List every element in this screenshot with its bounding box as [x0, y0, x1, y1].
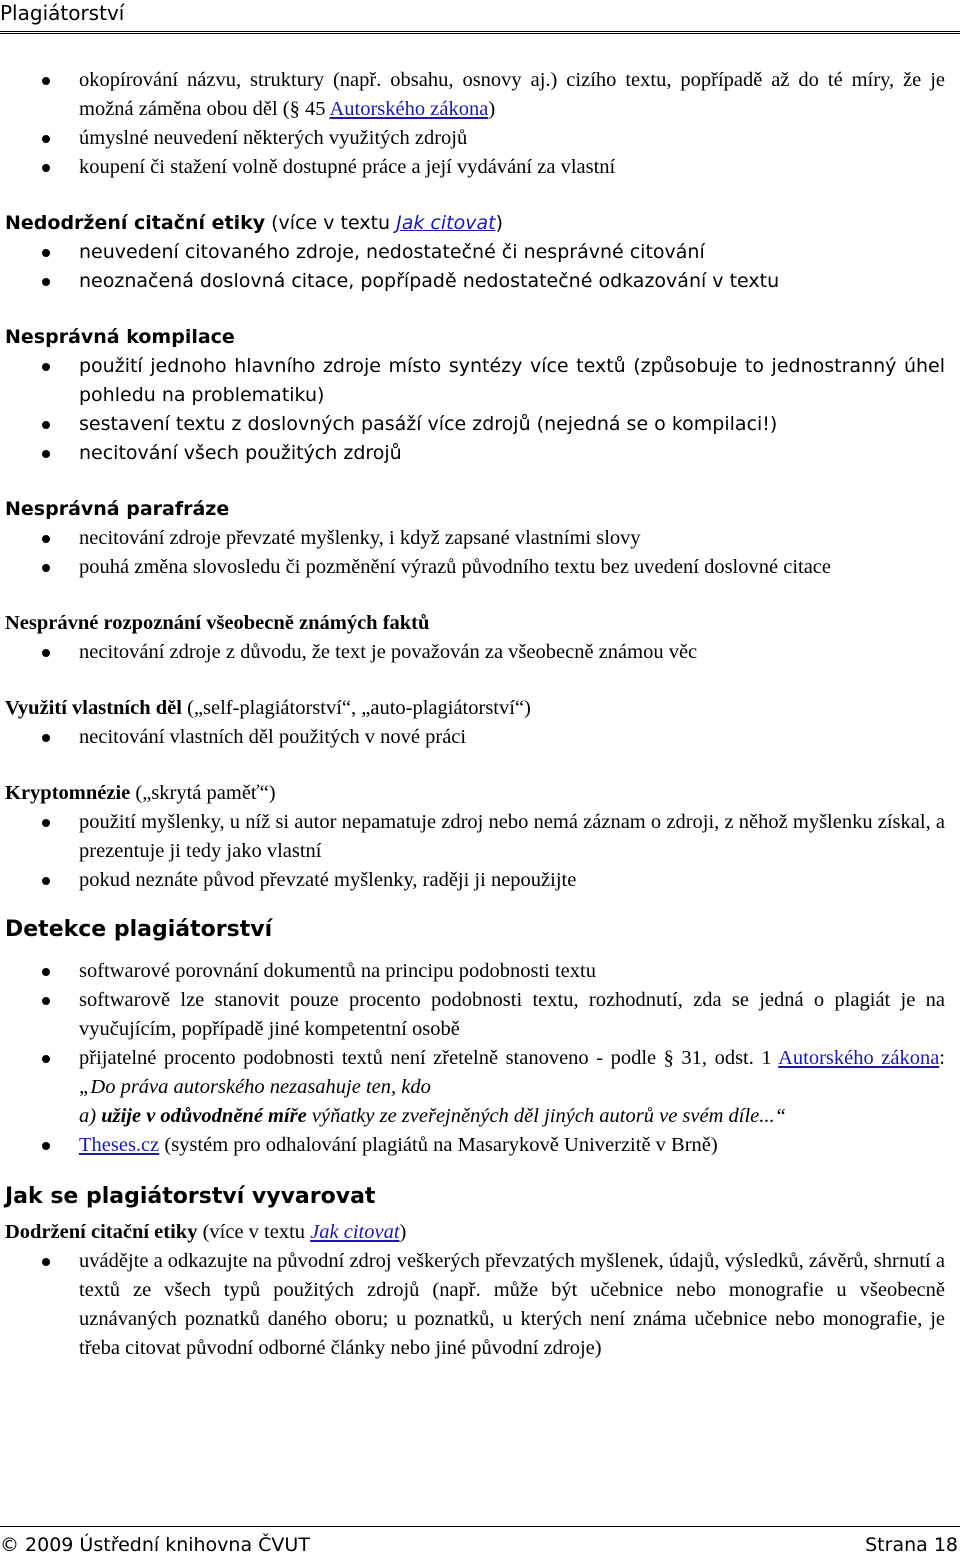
- list-item: úmyslné neuvedení některých využitých zdrojů: [5, 124, 945, 153]
- list-item: necitování zdroje převzaté myšlenky, i když zapsané vlastními slovy: [5, 524, 945, 553]
- item-text: okopírování názvu, struktury (např. obsahu, osnovy aj.) cizího textu, popřípadě až do té míry, že je možná záměna obou děl (§ 45: [79, 69, 945, 120]
- vyvarovat-list: [5, 1247, 945, 1363]
- list-item: uvádějte a odkazujte na původní zdroj veškerých převzatých myšlenek, údajů, výsledků, závěrů, shrnutí a textů ze všech typů použitých zdrojů (např. může být učebnice nebo monografie u všeobecně uznávaných poznatků daného oboru; u poznatků, u kterých není známa učebnice nebo monografie, je třeba citovat původní odborné články nebo jiné původní zdroje): [5, 1247, 945, 1363]
- section-note: („skrytá paměť“): [130, 782, 276, 804]
- section-title: Využití vlastních děl: [5, 697, 182, 719]
- detekce-list: [5, 957, 945, 1102]
- section-title: Nesprávná kompilace: [5, 326, 235, 348]
- kryptomnezie-list: [5, 808, 945, 895]
- section-note: ): [399, 1221, 407, 1243]
- list-item: neuvedení citovaného zdroje, nedostatečné či nesprávné citování: [5, 238, 945, 267]
- section-heading-fakty: [5, 609, 945, 638]
- theses-link[interactable]: Theses.cz: [79, 1134, 160, 1156]
- vlastni-list: [5, 723, 945, 752]
- section-heading-dodrzeni: [5, 1218, 945, 1247]
- intro-list: [5, 66, 945, 182]
- autorsky-zakon-link-2[interactable]: Autorského zákona: [778, 1047, 940, 1069]
- heading-vyvarovat: Jak se plagiátorství vyvarovat: [5, 1184, 376, 1209]
- list-item: necitování vlastních děl použitých v nové práci: [5, 723, 945, 752]
- section-title: Nedodržení citační etiky: [5, 212, 266, 234]
- section-title: Dodržení citační etiky: [5, 1221, 198, 1243]
- page-header: [0, 0, 960, 31]
- detekce-list-2: [5, 1131, 945, 1160]
- section-title: Kryptomnézie: [5, 782, 131, 804]
- section-note: (více v textu: [265, 212, 397, 234]
- list-item: softwarové porovnání dokumentů na principu podobnosti textu: [5, 957, 945, 986]
- list-item: sestavení textu z doslovných pasáží více zdrojů (nejedná se o kompilaci!): [5, 410, 945, 439]
- law-quote: „Do práva autorského nezasahuje ten, kdo: [79, 1076, 431, 1098]
- kompilace-list: [5, 352, 945, 468]
- header-title: Plagiátorství: [0, 1, 125, 25]
- section-heading-vlastni: [5, 694, 945, 723]
- quote-emphasis: užije v odůvodněné míře: [101, 1105, 307, 1127]
- document-body: [5, 66, 945, 1363]
- item-text: (systém pro odhalování plagiátů na Masarykově Univerzitě v Brně): [159, 1134, 718, 1156]
- section-title: Nesprávné rozpoznání všeobecně známých faktů: [5, 612, 430, 634]
- autorsky-zakon-link[interactable]: Autorského zákona: [329, 98, 489, 120]
- section-heading-citacni: [5, 209, 945, 238]
- list-item: [5, 66, 945, 124]
- list-item: koupení či stažení volně dostupné práce a její vydávání za vlastní: [5, 153, 945, 182]
- item-text: ): [488, 98, 496, 120]
- section-note: (více v textu: [197, 1221, 311, 1243]
- quote-text: výňatky ze zveřejněných děl jiných autorů ve svém díle...“: [306, 1105, 787, 1127]
- header-rule: [0, 31, 960, 34]
- item-text: přijatelné procento podobnosti textů není zřetelně stanoveno - podle § 31, odst. 1: [79, 1047, 779, 1069]
- list-item: neoznačená doslovná citace, popřípadě nedostatečné odkazování v textu: [5, 267, 945, 296]
- parafraze-list: [5, 524, 945, 582]
- footer-rule: [0, 1526, 960, 1527]
- fakty-list: [5, 638, 945, 667]
- jak-citovat-link-2[interactable]: Jak citovat: [310, 1221, 400, 1243]
- list-item: pokud neznáte původ převzaté myšlenky, raději ji nepoužijte: [5, 866, 945, 895]
- section-title: Nesprávná parafráze: [5, 498, 230, 520]
- law-quote-continuation: [5, 1102, 945, 1131]
- citacni-list: [5, 238, 945, 296]
- list-item: necitování všech použitých zdrojů: [5, 439, 945, 468]
- list-item: softwarově lze stanovit pouze procento podobnosti textu, rozhodnutí, zda se jedná o plagiát je na vyučujícím, popřípadě jiné kompetentní osobě: [5, 986, 945, 1044]
- section-note: ): [495, 212, 503, 234]
- list-item: necitování zdroje z důvodu, že text je považován za všeobecně známou věc: [5, 638, 945, 667]
- heading-detekce: Detekce plagiátorství: [5, 917, 273, 942]
- section-heading-kryptomnezie: [5, 779, 945, 808]
- list-item: použití jednoho hlavního zdroje místo syntézy více textů (způsobuje to jednostranný úhel pohledu na problematiku): [5, 352, 945, 410]
- quote-letter: a): [79, 1105, 102, 1127]
- list-item: [5, 1044, 945, 1102]
- page-number: Strana 18: [865, 1534, 958, 1556]
- section-heading-parafraze: [5, 495, 945, 524]
- list-item: [5, 1131, 945, 1160]
- jak-citovat-link[interactable]: Jak citovat: [396, 212, 496, 234]
- footer-copyright: © 2009 Ústřední knihovna ČVUT: [0, 1534, 310, 1556]
- section-heading-kompilace: [5, 323, 945, 352]
- list-item: pouhá změna slovosledu či pozměnění výrazů původního textu bez uvedení doslovné citace: [5, 553, 945, 582]
- item-text: :: [939, 1047, 945, 1069]
- section-note: („self-plagiátorství“, „auto-plagiátorství“): [181, 697, 531, 719]
- list-item: použití myšlenky, u níž si autor nepamatuje zdroj nebo nemá záznam o zdroji, z něhož myšlenku získal, a prezentuje ji tedy jako vlastní: [5, 808, 945, 866]
